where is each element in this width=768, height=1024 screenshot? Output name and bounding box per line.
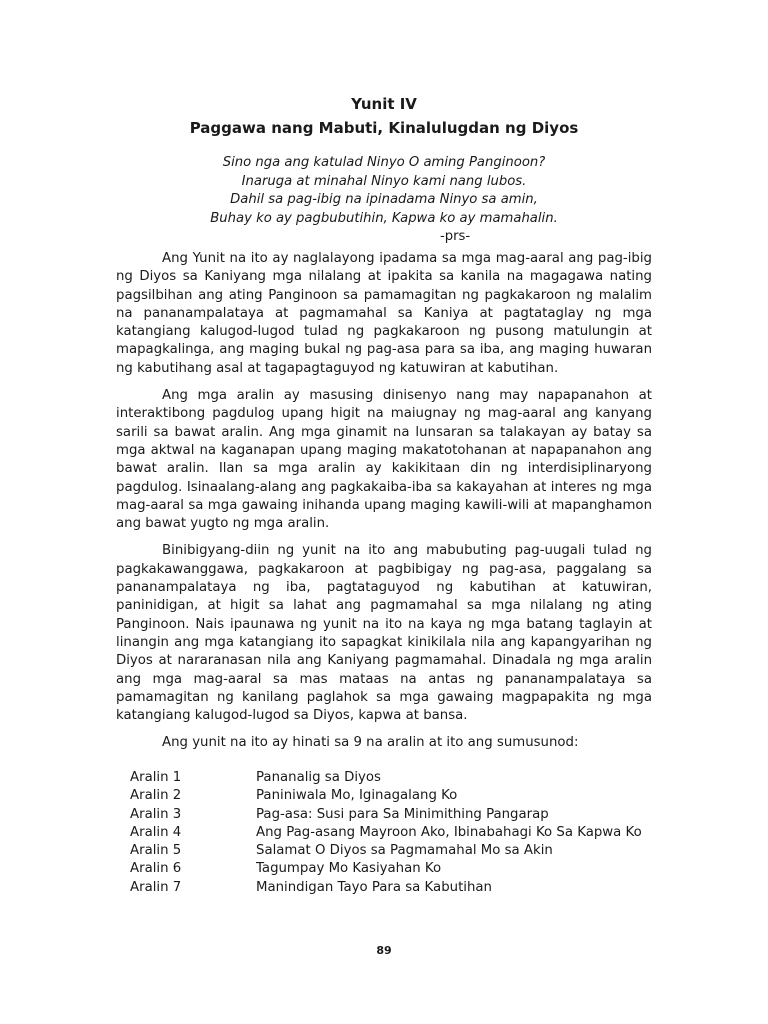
unit-title: Yunit IV [351, 95, 417, 113]
poem-line: Buhay ko ay pagbubutihin, Kapwa ko ay mamahalin. [210, 210, 558, 226]
paragraph: Ang yunit na ito ay hinati sa 9 na aralin at ito ang sumusunod: [162, 735, 579, 751]
poem-line: Inaruga at minahal Ninyo kami nang lubos. [241, 173, 527, 189]
paragraph: Ang mga aralin ay masusing dinisenyo nang may napapanahon at interaktibong pagdulog upang higit na maiugnay ng mag-aaral ang kanyang sarili sa bawat aralin. Ang mga ginamit na lunsaran sa talakayan ay batay sa mga aktwal na kaganapan upang maging makatotohanan at napapanahon ang bawat aralin. Ilan sa mga aralin ay kakikitaan din ng interdisiplinaryong pagdulog. Isinaalang-alang ang pagkakaiba-iba sa kakayahan at interes ng mga mag-aaral sa mga gawaing inihanda upang maging kawili-wili at mapanghamon ang bawat yugto ng mga aralin. [116, 388, 652, 532]
unit-subtitle: Paggawa nang Mabuti, Kinalulugdan ng Diyos [189, 119, 579, 137]
poem [0, 154, 768, 247]
list-item [130, 879, 670, 897]
paragraph: Ang Yunit na ito ay naglalayong ipadama sa mga mag-aaral ang pag-ibig ng Diyos sa Kaniyang mga nilalang at ipakita sa kanila na magagawa nating pagsilbihan ang ating Panginoon sa pamamagitan ng pagkakaroon ng malalim na pananampalataya at pagmamahal sa Kaniya at pagtataglay ng mga katangiang kalugod-lugod tulad ng pagkakaroon ng pusong matulungin at mapagkalinga, ang maging bukal ng pag-asa para sa iba, ang maging huwaran ng kabutihang asal at tagapagtaguyod ng katuwiran at kabutihan. [116, 251, 652, 376]
lesson-list [130, 769, 670, 897]
list-item [130, 842, 670, 860]
list-item [130, 806, 670, 824]
lesson-number: Aralin 2 [130, 788, 182, 804]
lesson-title: Tagumpay Mo Kasiyahan Ko [256, 861, 442, 877]
list-item [130, 769, 670, 787]
lesson-number: Aralin 1 [130, 770, 182, 785]
list-item [130, 824, 670, 842]
lesson-number: Aralin 6 [130, 861, 182, 877]
lesson-number: Aralin 3 [130, 806, 182, 822]
poem-line: Sino nga ang katulad Ninyo O aming Panginoon? [222, 155, 546, 170]
lesson-title: Salamat O Diyos sa Pagmamahal Mo sa Akin [256, 843, 553, 859]
lesson-number: Aralin 7 [130, 879, 182, 895]
poem-signature: -prs- [440, 229, 471, 244]
page-number: 89 [376, 944, 392, 957]
lesson-title: Manindigan Tayo Para sa Kabutihan [256, 879, 492, 895]
list-item [130, 787, 670, 805]
lesson-title: Ang Pag-asang Mayroon Ako, Ibinabahagi Ko Sa Kapwa Ko [256, 824, 642, 840]
lesson-title: Pag-asa: Susi para Sa Minimithing Pangarap [256, 806, 549, 822]
paragraph: Binibigyang-diin ng yunit na ito ang mabubuting pag-uugali tulad ng pagkakawanggawa, pagkakaroon at pagbibigay ng pag-asa, paggalang sa pananampalataya ng iba, pagtataguyod ng kabutihan at katuwiran, paninidigan, at higit sa lahat ang pagmamahal sa mga nilalang ng ating Panginoon. Nais ipaunawa ng yunit na ito na kaya ng mga batang taglayin at linangin ang mga katangiang ito sapagkat kinikilala nila ang kapangyarihan ng Diyos at nararanasan nila ang Kaniyang pagmamahal. Dinadala ng mga aralin ang mga mag-aaral sa mas mataas na antas ng pananampalataya sa pamamagitan ng kanilang paglahok sa mga gawaing magpapakita ng mga katangiang kalugod-lugod sa Diyos, kapwa at bansa. [116, 543, 652, 724]
lesson-title: Paniniwala Mo, Iginagalang Ko [256, 788, 458, 804]
lesson-title: Pananalig sa Diyos [256, 770, 381, 785]
body-text [116, 250, 652, 762]
lesson-number: Aralin 4 [130, 824, 182, 840]
list-item [130, 860, 670, 878]
lesson-number: Aralin 5 [130, 843, 182, 859]
poem-line: Dahil sa pag-ibig na ipinadama Ninyo sa amin, [230, 192, 538, 207]
